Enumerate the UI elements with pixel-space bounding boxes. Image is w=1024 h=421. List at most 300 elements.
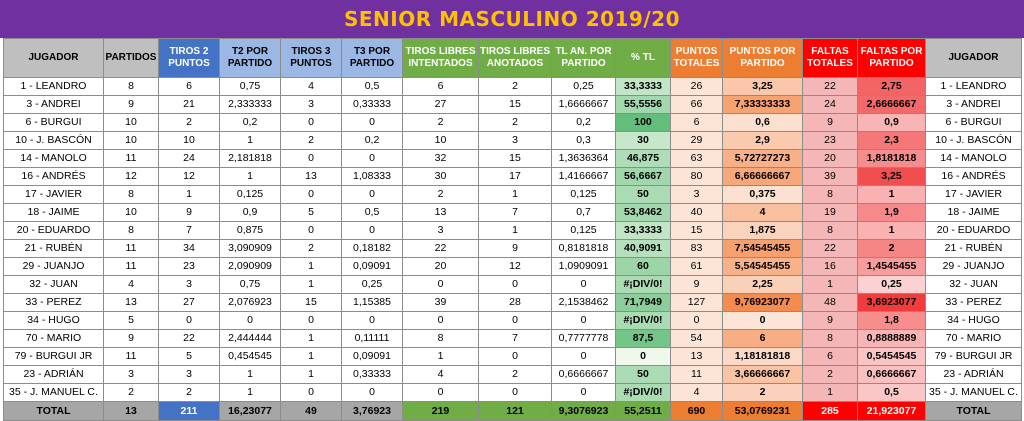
player-name-cell[interactable]: 14 - MANOLO <box>4 150 104 168</box>
player-name-cell[interactable]: 79 - BURGUI JR <box>4 348 104 366</box>
table-cell[interactable]: 1 <box>479 222 552 240</box>
table-cell[interactable]: 8 <box>104 186 159 204</box>
total-cell[interactable]: 121 <box>479 402 552 421</box>
table-cell[interactable]: 2,3 <box>858 132 926 150</box>
table-cell[interactable]: 4 <box>281 78 342 96</box>
table-cell[interactable]: 26 <box>671 78 723 96</box>
total-cell[interactable]: TOTAL <box>4 402 104 421</box>
table-cell[interactable]: 1,8181818 <box>858 150 926 168</box>
player-name-cell[interactable]: 3 - ANDREI <box>4 96 104 114</box>
header-tiros-3[interactable]: TIROS 3 PUNTOS <box>281 39 342 78</box>
header-puntos-partido[interactable]: PUNTOS POR PARTIDO <box>723 39 803 78</box>
table-cell[interactable]: 0 <box>159 312 220 330</box>
table-cell[interactable]: 3,6923077 <box>858 294 926 312</box>
table-cell[interactable]: 22 <box>159 330 220 348</box>
total-cell[interactable]: 21,923077 <box>858 402 926 421</box>
table-cell[interactable]: 0 <box>479 384 552 402</box>
table-cell[interactable]: 20 <box>803 150 858 168</box>
table-cell[interactable]: 48 <box>803 294 858 312</box>
table-cell[interactable]: 0 <box>281 384 342 402</box>
table-cell[interactable]: 2 <box>479 366 552 384</box>
table-cell[interactable]: 2,6666667 <box>858 96 926 114</box>
table-cell[interactable]: 7 <box>159 222 220 240</box>
table-cell[interactable]: 1,18181818 <box>723 348 803 366</box>
total-cell[interactable]: TOTAL <box>926 402 1022 421</box>
table-cell[interactable]: 6 <box>671 114 723 132</box>
table-cell[interactable]: 6 <box>159 78 220 96</box>
table-cell[interactable]: 7 <box>479 204 552 222</box>
table-cell[interactable]: 13 <box>403 204 479 222</box>
table-cell[interactable]: 6,66666667 <box>723 168 803 186</box>
table-cell[interactable]: 12 <box>104 168 159 186</box>
table-cell[interactable]: 24 <box>803 96 858 114</box>
table-cell[interactable]: 34 <box>159 240 220 258</box>
player-name-cell[interactable]: 18 - JAIME <box>926 204 1022 222</box>
table-cell[interactable]: 10 <box>104 204 159 222</box>
table-cell[interactable]: 5,54545455 <box>723 258 803 276</box>
table-cell[interactable]: 0,6 <box>723 114 803 132</box>
table-cell[interactable]: 50 <box>616 186 671 204</box>
table-cell[interactable]: 87,5 <box>616 330 671 348</box>
player-name-cell[interactable]: 33 - PEREZ <box>926 294 1022 312</box>
table-cell[interactable]: #¡DIV/0! <box>616 276 671 294</box>
player-name-cell[interactable]: 18 - JAIME <box>4 204 104 222</box>
table-cell[interactable]: 7,33333333 <box>723 96 803 114</box>
table-cell[interactable]: 10 <box>403 132 479 150</box>
table-cell[interactable]: 3 <box>403 222 479 240</box>
table-cell[interactable]: 1,08333 <box>342 168 403 186</box>
player-name-cell[interactable]: 16 - ANDRÉS <box>4 168 104 186</box>
table-cell[interactable]: 2,444444 <box>220 330 281 348</box>
player-name-cell[interactable]: 23 - ADRIÁN <box>4 366 104 384</box>
table-cell[interactable]: 5 <box>159 348 220 366</box>
player-name-cell[interactable]: 34 - HUGO <box>926 312 1022 330</box>
player-name-cell[interactable]: 6 - BURGUI <box>4 114 104 132</box>
table-cell[interactable]: 0 <box>552 312 616 330</box>
table-cell[interactable]: 32 <box>403 150 479 168</box>
header-jugador[interactable]: JUGADOR <box>4 39 104 78</box>
total-cell[interactable]: 3,76923 <box>342 402 403 421</box>
table-cell[interactable]: 4 <box>671 384 723 402</box>
table-cell[interactable]: 24 <box>159 150 220 168</box>
table-cell[interactable]: 0,2 <box>220 114 281 132</box>
table-cell[interactable]: 55,5556 <box>616 96 671 114</box>
table-cell[interactable]: 40 <box>671 204 723 222</box>
table-cell[interactable]: #¡DIV/0! <box>616 384 671 402</box>
table-cell[interactable]: 0 <box>552 348 616 366</box>
table-cell[interactable]: 0,18182 <box>342 240 403 258</box>
table-cell[interactable]: 2,181818 <box>220 150 281 168</box>
table-cell[interactable]: 1 <box>159 186 220 204</box>
table-cell[interactable]: 0 <box>281 312 342 330</box>
table-cell[interactable]: 2 <box>281 132 342 150</box>
table-cell[interactable]: 2,076923 <box>220 294 281 312</box>
table-cell[interactable]: 56,6667 <box>616 168 671 186</box>
table-cell[interactable]: 2,090909 <box>220 258 281 276</box>
table-cell[interactable]: 0,3 <box>552 132 616 150</box>
total-cell[interactable]: 53,0769231 <box>723 402 803 421</box>
table-cell[interactable]: 12 <box>159 168 220 186</box>
table-cell[interactable]: 2 <box>104 384 159 402</box>
player-name-cell[interactable]: 20 - EDUARDO <box>926 222 1022 240</box>
table-cell[interactable]: 9 <box>479 240 552 258</box>
player-name-cell[interactable]: 79 - BURGUI JR <box>926 348 1022 366</box>
table-cell[interactable]: 5 <box>281 204 342 222</box>
table-cell[interactable]: 100 <box>616 114 671 132</box>
table-cell[interactable]: 9 <box>803 114 858 132</box>
table-cell[interactable]: 9 <box>104 330 159 348</box>
table-cell[interactable]: 0 <box>342 384 403 402</box>
table-cell[interactable]: 1,15385 <box>342 294 403 312</box>
table-cell[interactable]: 8 <box>104 222 159 240</box>
table-cell[interactable]: 39 <box>803 168 858 186</box>
table-cell[interactable]: 27 <box>403 96 479 114</box>
table-cell[interactable]: 9 <box>671 276 723 294</box>
player-name-cell[interactable]: 35 - J. MANUEL C. <box>4 384 104 402</box>
table-cell[interactable]: 0 <box>403 384 479 402</box>
table-cell[interactable]: 2,9 <box>723 132 803 150</box>
table-cell[interactable]: 30 <box>403 168 479 186</box>
table-cell[interactable]: 13 <box>671 348 723 366</box>
table-cell[interactable]: 11 <box>104 348 159 366</box>
header-partidos[interactable]: PARTIDOS <box>104 39 159 78</box>
table-cell[interactable]: 0 <box>479 348 552 366</box>
table-cell[interactable]: 0,7777778 <box>552 330 616 348</box>
table-cell[interactable]: 0,6666667 <box>552 366 616 384</box>
table-cell[interactable]: 6 <box>723 330 803 348</box>
header-tl-partido[interactable]: TL AN. POR PARTIDO <box>552 39 616 78</box>
header-t2-partido[interactable]: T2 POR PARTIDO <box>220 39 281 78</box>
table-cell[interactable]: 0,9 <box>858 114 926 132</box>
table-cell[interactable]: 4 <box>723 204 803 222</box>
table-cell[interactable]: 8 <box>403 330 479 348</box>
player-name-cell[interactable]: 6 - BURGUI <box>926 114 1022 132</box>
table-cell[interactable]: 15 <box>281 294 342 312</box>
table-cell[interactable]: 23 <box>159 258 220 276</box>
table-cell[interactable]: #¡DIV/0! <box>616 312 671 330</box>
table-cell[interactable]: 80 <box>671 168 723 186</box>
table-cell[interactable]: 3 <box>479 132 552 150</box>
table-cell[interactable]: 0,6666667 <box>858 366 926 384</box>
table-cell[interactable]: 0,09091 <box>342 348 403 366</box>
table-cell[interactable]: 17 <box>479 168 552 186</box>
table-cell[interactable]: 21 <box>159 96 220 114</box>
table-cell[interactable]: 3 <box>281 96 342 114</box>
player-name-cell[interactable]: 32 - JUAN <box>926 276 1022 294</box>
table-cell[interactable]: 0,33333 <box>342 366 403 384</box>
table-cell[interactable]: 0,9 <box>220 204 281 222</box>
table-cell[interactable]: 1 <box>403 348 479 366</box>
player-name-cell[interactable]: 32 - JUAN <box>4 276 104 294</box>
table-cell[interactable]: 0,09091 <box>342 258 403 276</box>
table-cell[interactable]: 22 <box>803 78 858 96</box>
table-cell[interactable]: 1 <box>858 222 926 240</box>
table-cell[interactable]: 0,125 <box>220 186 281 204</box>
table-cell[interactable]: 2 <box>159 384 220 402</box>
table-cell[interactable]: 2 <box>403 186 479 204</box>
header-t3-partido[interactable]: T3 POR PARTIDO <box>342 39 403 78</box>
total-cell[interactable]: 49 <box>281 402 342 421</box>
table-cell[interactable]: 0 <box>281 186 342 204</box>
table-cell[interactable]: 2 <box>723 384 803 402</box>
table-cell[interactable]: 1,3636364 <box>552 150 616 168</box>
player-name-cell[interactable]: 3 - ANDREI <box>926 96 1022 114</box>
table-cell[interactable]: 3,25 <box>723 78 803 96</box>
player-name-cell[interactable]: 21 - RUBÉN <box>926 240 1022 258</box>
table-cell[interactable]: 3,25 <box>858 168 926 186</box>
table-cell[interactable]: 1,4166667 <box>552 168 616 186</box>
table-cell[interactable]: 5 <box>104 312 159 330</box>
table-cell[interactable]: 1,8 <box>858 312 926 330</box>
table-cell[interactable]: 0,2 <box>342 132 403 150</box>
player-name-cell[interactable]: 10 - J. BASCÓN <box>4 132 104 150</box>
table-cell[interactable]: 3,090909 <box>220 240 281 258</box>
table-cell[interactable]: 2 <box>403 114 479 132</box>
table-cell[interactable]: 2 <box>803 366 858 384</box>
table-cell[interactable]: 7,54545455 <box>723 240 803 258</box>
table-cell[interactable]: 27 <box>159 294 220 312</box>
table-cell[interactable]: 2 <box>159 114 220 132</box>
table-cell[interactable]: 1 <box>281 330 342 348</box>
table-cell[interactable]: 46,875 <box>616 150 671 168</box>
table-cell[interactable]: 13 <box>281 168 342 186</box>
player-name-cell[interactable]: 21 - RUBÉN <box>4 240 104 258</box>
table-cell[interactable]: 2 <box>479 114 552 132</box>
table-cell[interactable]: 0,5 <box>342 78 403 96</box>
table-cell[interactable]: 0 <box>281 222 342 240</box>
total-cell[interactable]: 16,23077 <box>220 402 281 421</box>
table-cell[interactable]: 2 <box>281 240 342 258</box>
table-cell[interactable]: 0 <box>479 276 552 294</box>
table-cell[interactable]: 39 <box>403 294 479 312</box>
table-cell[interactable]: 0,25 <box>552 78 616 96</box>
table-cell[interactable]: 10 <box>104 114 159 132</box>
table-cell[interactable]: 1 <box>479 186 552 204</box>
player-name-cell[interactable]: 70 - MARIO <box>926 330 1022 348</box>
player-name-cell[interactable]: 35 - J. MANUEL C. <box>926 384 1022 402</box>
table-cell[interactable]: 8 <box>803 222 858 240</box>
table-cell[interactable]: 7 <box>479 330 552 348</box>
table-cell[interactable]: 0,454545 <box>220 348 281 366</box>
table-cell[interactable]: 2,25 <box>723 276 803 294</box>
table-cell[interactable]: 11 <box>104 258 159 276</box>
table-cell[interactable]: 22 <box>403 240 479 258</box>
table-cell[interactable]: 4 <box>403 366 479 384</box>
table-cell[interactable]: 66 <box>671 96 723 114</box>
table-cell[interactable]: 16 <box>803 258 858 276</box>
player-name-cell[interactable]: 70 - MARIO <box>4 330 104 348</box>
table-cell[interactable]: 1 <box>220 384 281 402</box>
table-cell[interactable]: 1 <box>803 276 858 294</box>
total-cell[interactable]: 219 <box>403 402 479 421</box>
table-cell[interactable]: 83 <box>671 240 723 258</box>
table-cell[interactable]: 60 <box>616 258 671 276</box>
table-cell[interactable]: 9 <box>159 204 220 222</box>
player-name-cell[interactable]: 16 - ANDRÉS <box>926 168 1022 186</box>
table-cell[interactable]: 0,25 <box>858 276 926 294</box>
header-tiros-2[interactable]: TIROS 2 PUNTOS <box>159 39 220 78</box>
player-name-cell[interactable]: 20 - EDUARDO <box>4 222 104 240</box>
table-cell[interactable]: 0 <box>671 312 723 330</box>
table-cell[interactable]: 1 <box>858 186 926 204</box>
table-cell[interactable]: 33,3333 <box>616 222 671 240</box>
table-cell[interactable]: 0,11111 <box>342 330 403 348</box>
table-cell[interactable]: 3 <box>104 366 159 384</box>
table-cell[interactable]: 3 <box>159 276 220 294</box>
table-cell[interactable]: 19 <box>803 204 858 222</box>
table-cell[interactable]: 1,4545455 <box>858 258 926 276</box>
table-cell[interactable]: 8 <box>803 186 858 204</box>
table-cell[interactable]: 0,8888889 <box>858 330 926 348</box>
table-cell[interactable]: 0,5454545 <box>858 348 926 366</box>
table-cell[interactable]: 6 <box>803 348 858 366</box>
table-cell[interactable]: 9 <box>803 312 858 330</box>
table-cell[interactable]: 0,5 <box>858 384 926 402</box>
table-cell[interactable]: 23 <box>803 132 858 150</box>
header-tl-intentados[interactable]: TIROS LIBRES INTENTADOS <box>403 39 479 78</box>
table-cell[interactable]: 0,875 <box>220 222 281 240</box>
table-cell[interactable]: 8 <box>104 78 159 96</box>
table-cell[interactable]: 0 <box>342 312 403 330</box>
table-cell[interactable]: 2 <box>479 78 552 96</box>
table-cell[interactable]: 22 <box>803 240 858 258</box>
table-cell[interactable]: 40,9091 <box>616 240 671 258</box>
table-cell[interactable]: 0 <box>281 114 342 132</box>
table-cell[interactable]: 0 <box>220 312 281 330</box>
table-cell[interactable]: 0,75 <box>220 276 281 294</box>
table-cell[interactable]: 2,333333 <box>220 96 281 114</box>
table-cell[interactable]: 1 <box>281 366 342 384</box>
table-cell[interactable]: 3 <box>159 366 220 384</box>
table-cell[interactable]: 0,125 <box>552 222 616 240</box>
table-cell[interactable]: 0,7 <box>552 204 616 222</box>
table-cell[interactable]: 29 <box>671 132 723 150</box>
table-cell[interactable]: 20 <box>403 258 479 276</box>
table-cell[interactable]: 0,25 <box>342 276 403 294</box>
table-cell[interactable]: 53,8462 <box>616 204 671 222</box>
total-cell[interactable]: 55,2511 <box>616 402 671 421</box>
table-cell[interactable]: 9,76923077 <box>723 294 803 312</box>
table-cell[interactable]: 10 <box>159 132 220 150</box>
table-cell[interactable]: 1,0909091 <box>552 258 616 276</box>
table-cell[interactable]: 0,5 <box>342 204 403 222</box>
total-cell[interactable]: 211 <box>159 402 220 421</box>
header-faltas-partido[interactable]: FALTAS POR PARTIDO <box>858 39 926 78</box>
total-cell[interactable]: 9,3076923 <box>552 402 616 421</box>
header-faltas-totales[interactable]: FALTAS TOTALES <box>803 39 858 78</box>
total-cell[interactable]: 285 <box>803 402 858 421</box>
player-name-cell[interactable]: 34 - HUGO <box>4 312 104 330</box>
table-cell[interactable]: 11 <box>104 240 159 258</box>
table-cell[interactable]: 0 <box>281 150 342 168</box>
table-cell[interactable]: 1 <box>281 258 342 276</box>
table-cell[interactable]: 28 <box>479 294 552 312</box>
total-cell[interactable]: 13 <box>104 402 159 421</box>
table-cell[interactable]: 2 <box>858 240 926 258</box>
table-cell[interactable]: 0 <box>342 222 403 240</box>
table-cell[interactable]: 0 <box>403 276 479 294</box>
table-cell[interactable]: 15 <box>479 150 552 168</box>
total-cell[interactable]: 690 <box>671 402 723 421</box>
player-name-cell[interactable]: 29 - JUANJO <box>926 258 1022 276</box>
table-cell[interactable]: 0 <box>616 348 671 366</box>
table-cell[interactable]: 0 <box>723 312 803 330</box>
table-cell[interactable]: 0,33333 <box>342 96 403 114</box>
table-cell[interactable]: 3,66666667 <box>723 366 803 384</box>
table-cell[interactable]: 0,8181818 <box>552 240 616 258</box>
table-cell[interactable]: 0 <box>552 276 616 294</box>
table-cell[interactable]: 0 <box>479 312 552 330</box>
header-tl-anotados[interactable]: TIROS LIBRES ANOTADOS <box>479 39 552 78</box>
table-cell[interactable]: 61 <box>671 258 723 276</box>
table-cell[interactable]: 63 <box>671 150 723 168</box>
player-name-cell[interactable]: 33 - PEREZ <box>4 294 104 312</box>
table-cell[interactable]: 1 <box>220 132 281 150</box>
table-cell[interactable]: 2,1538462 <box>552 294 616 312</box>
table-cell[interactable]: 54 <box>671 330 723 348</box>
header-puntos-totales[interactable]: PUNTOS TOTALES <box>671 39 723 78</box>
table-cell[interactable]: 11 <box>671 366 723 384</box>
table-cell[interactable]: 12 <box>479 258 552 276</box>
header-pct-tl[interactable]: % TL <box>616 39 671 78</box>
table-cell[interactable]: 0,75 <box>220 78 281 96</box>
table-cell[interactable]: 2,75 <box>858 78 926 96</box>
table-cell[interactable]: 127 <box>671 294 723 312</box>
player-name-cell[interactable]: 29 - JUANJO <box>4 258 104 276</box>
table-cell[interactable]: 1 <box>281 276 342 294</box>
table-cell[interactable]: 0,375 <box>723 186 803 204</box>
table-cell[interactable]: 0 <box>342 150 403 168</box>
table-cell[interactable]: 71,7949 <box>616 294 671 312</box>
table-cell[interactable]: 50 <box>616 366 671 384</box>
table-cell[interactable]: 5,72727273 <box>723 150 803 168</box>
table-cell[interactable]: 6 <box>403 78 479 96</box>
table-cell[interactable]: 1 <box>803 384 858 402</box>
player-name-cell[interactable]: 17 - JAVIER <box>4 186 104 204</box>
table-cell[interactable]: 1 <box>220 168 281 186</box>
table-cell[interactable]: 1,6666667 <box>552 96 616 114</box>
header-jugador-right[interactable]: JUGADOR <box>926 39 1022 78</box>
table-cell[interactable]: 0 <box>342 186 403 204</box>
table-cell[interactable]: 15 <box>671 222 723 240</box>
table-cell[interactable]: 0 <box>403 312 479 330</box>
table-cell[interactable]: 0,2 <box>552 114 616 132</box>
table-cell[interactable]: 8 <box>803 330 858 348</box>
player-name-cell[interactable]: 23 - ADRIÁN <box>926 366 1022 384</box>
table-cell[interactable]: 10 <box>104 132 159 150</box>
table-cell[interactable]: 0,125 <box>552 186 616 204</box>
player-name-cell[interactable]: 10 - J. BASCÓN <box>926 132 1022 150</box>
table-cell[interactable]: 11 <box>104 150 159 168</box>
table-cell[interactable]: 3 <box>671 186 723 204</box>
table-cell[interactable]: 1 <box>281 348 342 366</box>
table-cell[interactable]: 30 <box>616 132 671 150</box>
player-name-cell[interactable]: 1 - LEANDRO <box>4 78 104 96</box>
player-name-cell[interactable]: 14 - MANOLO <box>926 150 1022 168</box>
table-cell[interactable]: 1 <box>220 366 281 384</box>
table-cell[interactable]: 4 <box>104 276 159 294</box>
table-cell[interactable]: 15 <box>479 96 552 114</box>
table-cell[interactable]: 9 <box>104 96 159 114</box>
table-cell[interactable]: 0 <box>552 384 616 402</box>
table-cell[interactable]: 13 <box>104 294 159 312</box>
table-cell[interactable]: 1,875 <box>723 222 803 240</box>
player-name-cell[interactable]: 17 - JAVIER <box>926 186 1022 204</box>
table-cell[interactable]: 33,3333 <box>616 78 671 96</box>
table-cell[interactable]: 0 <box>342 114 403 132</box>
table-cell[interactable]: 1,9 <box>858 204 926 222</box>
player-name-cell[interactable]: 1 - LEANDRO <box>926 78 1022 96</box>
